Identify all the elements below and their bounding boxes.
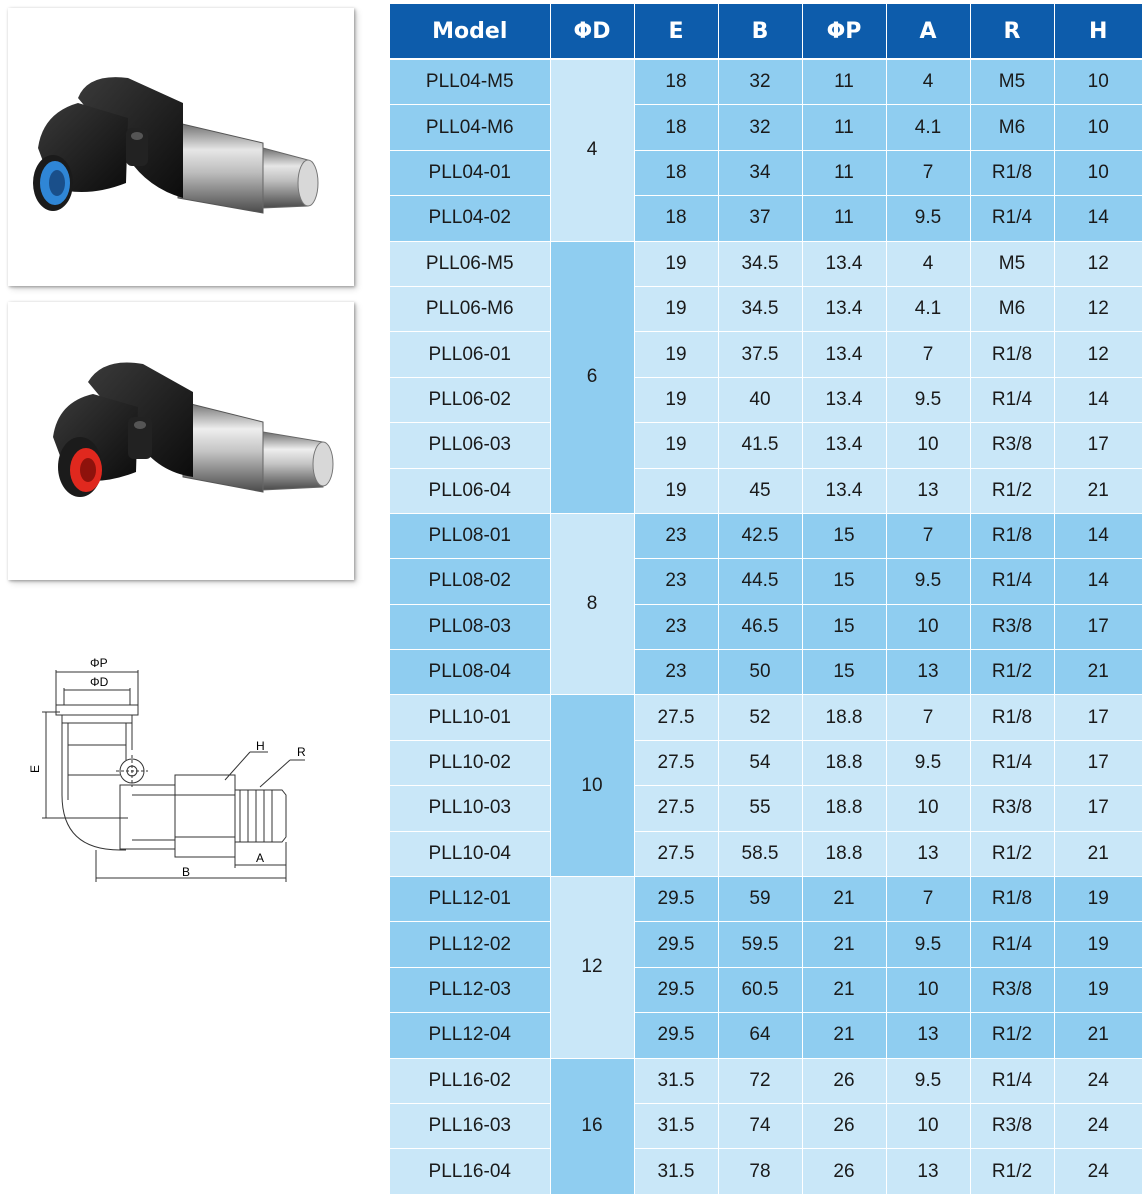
cell-p: 26 [802,1103,886,1148]
table-row [390,286,1142,331]
cell-h: 21 [1054,1013,1142,1058]
cell-h: 10 [1054,150,1142,195]
cell-r: R1/4 [970,1058,1054,1103]
cell-b: 58.5 [718,831,802,876]
table-row [390,559,1142,604]
elbow-fitting-blue-image [8,8,354,286]
cell-model: PLL10-01 [390,695,550,740]
elbow-fitting-red-image [8,302,354,580]
cell-a: 4 [886,59,970,105]
cell-e: 29.5 [634,877,718,922]
cell-h: 17 [1054,695,1142,740]
cell-h: 12 [1054,286,1142,331]
cell-h: 17 [1054,786,1142,831]
cell-h: 19 [1054,922,1142,967]
cell-b: 40 [718,377,802,422]
cell-h: 19 [1054,877,1142,922]
table-body [390,59,1142,1194]
cell-d: 8 [550,513,634,695]
cell-e: 29.5 [634,1013,718,1058]
cell-h: 24 [1054,1058,1142,1103]
table-row [390,513,1142,558]
cell-a: 13 [886,831,970,876]
cell-model: PLL10-02 [390,740,550,785]
cell-b: 37.5 [718,332,802,377]
cell-a: 7 [886,877,970,922]
cell-r: M5 [970,241,1054,286]
table-row [390,1013,1142,1058]
cell-model: PLL12-02 [390,922,550,967]
cell-b: 59.5 [718,922,802,967]
cell-r: M6 [970,286,1054,331]
cell-h: 21 [1054,831,1142,876]
table-row [390,377,1142,422]
cell-p: 21 [802,922,886,967]
cell-b: 32 [718,59,802,105]
cell-a: 7 [886,695,970,740]
table-row [390,105,1142,150]
cell-model: PLL06-M5 [390,241,550,286]
table-row [390,877,1142,922]
table-row [390,740,1142,785]
cell-r: R1/8 [970,513,1054,558]
cell-model: PLL16-03 [390,1103,550,1148]
header-h: H [1054,4,1142,59]
cell-e: 19 [634,286,718,331]
cell-r: R3/8 [970,1103,1054,1148]
header-p: ΦP [802,4,886,59]
cell-p: 11 [802,196,886,241]
cell-r: R3/8 [970,423,1054,468]
cell-r: R1/4 [970,559,1054,604]
cell-model: PLL08-03 [390,604,550,649]
cell-e: 23 [634,513,718,558]
cell-model: PLL10-03 [390,786,550,831]
cell-a: 7 [886,513,970,558]
cell-d: 12 [550,877,634,1059]
cell-model: PLL04-01 [390,150,550,195]
cell-a: 10 [886,1103,970,1148]
cell-e: 27.5 [634,740,718,785]
cell-p: 18.8 [802,695,886,740]
table-row [390,150,1142,195]
cell-r: M5 [970,59,1054,105]
cell-r: R1/8 [970,150,1054,195]
cell-r: R1/4 [970,377,1054,422]
table-row [390,967,1142,1012]
cell-h: 24 [1054,1149,1142,1194]
cell-model: PLL06-04 [390,468,550,513]
cell-p: 26 [802,1149,886,1194]
cell-model: PLL12-03 [390,967,550,1012]
cell-e: 27.5 [634,695,718,740]
dim-label-p: ΦP [90,656,108,670]
cell-p: 15 [802,559,886,604]
cell-a: 7 [886,332,970,377]
cell-b: 37 [718,196,802,241]
cell-p: 11 [802,59,886,105]
dim-label-h: H [256,739,265,753]
cell-p: 21 [802,967,886,1012]
dim-label-d: ΦD [90,675,109,689]
cell-r: R1/2 [970,1149,1054,1194]
cell-model: PLL06-01 [390,332,550,377]
cell-r: R1/4 [970,196,1054,241]
cell-model: PLL06-03 [390,423,550,468]
cell-p: 18.8 [802,786,886,831]
cell-e: 31.5 [634,1149,718,1194]
dim-label-r: R [297,745,306,759]
table-row [390,1058,1142,1103]
cell-p: 15 [802,604,886,649]
cell-h: 24 [1054,1103,1142,1148]
cell-a: 13 [886,468,970,513]
cell-e: 23 [634,604,718,649]
cell-model: PLL16-02 [390,1058,550,1103]
cell-r: R1/8 [970,332,1054,377]
cell-e: 19 [634,377,718,422]
cell-b: 44.5 [718,559,802,604]
table-row [390,650,1142,695]
table-row [390,786,1142,831]
cell-a: 4.1 [886,286,970,331]
table-header-row [390,4,1142,59]
table-row [390,922,1142,967]
cell-b: 52 [718,695,802,740]
table-row [390,831,1142,876]
cell-b: 55 [718,786,802,831]
cell-p: 21 [802,1013,886,1058]
cell-p: 13.4 [802,241,886,286]
table-row [390,196,1142,241]
cell-h: 10 [1054,59,1142,105]
cell-model: PLL10-04 [390,831,550,876]
cell-r: R3/8 [970,604,1054,649]
header-r: R [970,4,1054,59]
header-model: Model [390,4,550,59]
cell-b: 78 [718,1149,802,1194]
table-row [390,59,1142,105]
cell-b: 46.5 [718,604,802,649]
cell-r: R1/2 [970,468,1054,513]
dim-label-a: A [256,851,265,865]
cell-h: 14 [1054,559,1142,604]
cell-e: 19 [634,241,718,286]
cell-d: 10 [550,695,634,877]
cell-p: 18.8 [802,831,886,876]
header-d: ΦD [550,4,634,59]
cell-e: 31.5 [634,1103,718,1148]
cell-a: 7 [886,150,970,195]
cell-a: 13 [886,1149,970,1194]
cell-h: 14 [1054,377,1142,422]
cell-e: 23 [634,559,718,604]
cell-model: PLL06-02 [390,377,550,422]
cell-h: 21 [1054,650,1142,695]
cell-model: PLL16-04 [390,1149,550,1194]
dim-label-b: B [182,865,191,879]
cell-model: PLL08-04 [390,650,550,695]
cell-e: 19 [634,332,718,377]
cell-p: 11 [802,105,886,150]
cell-model: PLL12-01 [390,877,550,922]
cell-a: 9.5 [886,740,970,785]
table-row [390,1103,1142,1148]
cell-model: PLL04-02 [390,196,550,241]
cell-h: 12 [1054,241,1142,286]
header-b: B [718,4,802,59]
cell-b: 34.5 [718,286,802,331]
cell-model: PLL08-01 [390,513,550,558]
cell-a: 4 [886,241,970,286]
cell-d: 16 [550,1058,634,1194]
cell-b: 42.5 [718,513,802,558]
cell-p: 26 [802,1058,886,1103]
cell-b: 54 [718,740,802,785]
table-row [390,423,1142,468]
cell-h: 14 [1054,196,1142,241]
cell-e: 18 [634,105,718,150]
dimension-diagram [20,650,320,890]
cell-b: 74 [718,1103,802,1148]
table-row [390,695,1142,740]
cell-h: 12 [1054,332,1142,377]
cell-a: 10 [886,786,970,831]
cell-r: M6 [970,105,1054,150]
cell-b: 60.5 [718,967,802,1012]
cell-p: 15 [802,513,886,558]
cell-a: 4.1 [886,105,970,150]
cell-b: 59 [718,877,802,922]
cell-a: 9.5 [886,559,970,604]
cell-r: R1/2 [970,831,1054,876]
cell-a: 13 [886,1013,970,1058]
cell-model: PLL08-02 [390,559,550,604]
cell-h: 17 [1054,740,1142,785]
cell-a: 10 [886,604,970,649]
cell-p: 13.4 [802,423,886,468]
specification-table [390,4,1142,1195]
cell-b: 50 [718,650,802,695]
cell-p: 18.8 [802,740,886,785]
cell-a: 10 [886,423,970,468]
table-row [390,332,1142,377]
cell-b: 34 [718,150,802,195]
cell-p: 15 [802,650,886,695]
cell-e: 18 [634,196,718,241]
cell-b: 45 [718,468,802,513]
cell-e: 31.5 [634,1058,718,1103]
cell-d: 4 [550,59,634,241]
header-e: E [634,4,718,59]
cell-r: R1/8 [970,877,1054,922]
cell-a: 10 [886,967,970,1012]
cell-p: 11 [802,150,886,195]
cell-e: 29.5 [634,967,718,1012]
cell-p: 13.4 [802,286,886,331]
cell-d: 6 [550,241,634,513]
cell-a: 9.5 [886,1058,970,1103]
cell-b: 64 [718,1013,802,1058]
cell-model: PLL04-M6 [390,105,550,150]
cell-r: R1/4 [970,922,1054,967]
cell-model: PLL04-M5 [390,59,550,105]
table-row [390,241,1142,286]
cell-e: 23 [634,650,718,695]
cell-model: PLL12-04 [390,1013,550,1058]
cell-b: 41.5 [718,423,802,468]
cell-h: 17 [1054,423,1142,468]
cell-e: 19 [634,468,718,513]
cell-a: 13 [886,650,970,695]
cell-b: 72 [718,1058,802,1103]
cell-r: R1/8 [970,695,1054,740]
cell-p: 13.4 [802,468,886,513]
cell-h: 14 [1054,513,1142,558]
table-row [390,468,1142,513]
product-photo-blue [8,8,354,286]
cell-a: 9.5 [886,196,970,241]
cell-b: 34.5 [718,241,802,286]
cell-b: 32 [718,105,802,150]
cell-model: PLL06-M6 [390,286,550,331]
cell-a: 9.5 [886,922,970,967]
cell-e: 18 [634,150,718,195]
cell-p: 21 [802,877,886,922]
cell-r: R1/2 [970,650,1054,695]
table-row [390,604,1142,649]
cell-r: R1/4 [970,740,1054,785]
cell-e: 19 [634,423,718,468]
product-photo-red [8,302,354,580]
cell-e: 27.5 [634,786,718,831]
cell-h: 19 [1054,967,1142,1012]
cell-e: 27.5 [634,831,718,876]
header-a: A [886,4,970,59]
cell-h: 10 [1054,105,1142,150]
cell-h: 21 [1054,468,1142,513]
cell-r: R1/2 [970,1013,1054,1058]
cell-a: 9.5 [886,377,970,422]
cell-h: 17 [1054,604,1142,649]
cell-e: 18 [634,59,718,105]
table-row [390,1149,1142,1194]
cell-e: 29.5 [634,922,718,967]
cell-p: 13.4 [802,332,886,377]
dim-label-e: E [28,764,42,773]
cell-r: R3/8 [970,786,1054,831]
cell-r: R3/8 [970,967,1054,1012]
cell-p: 13.4 [802,377,886,422]
